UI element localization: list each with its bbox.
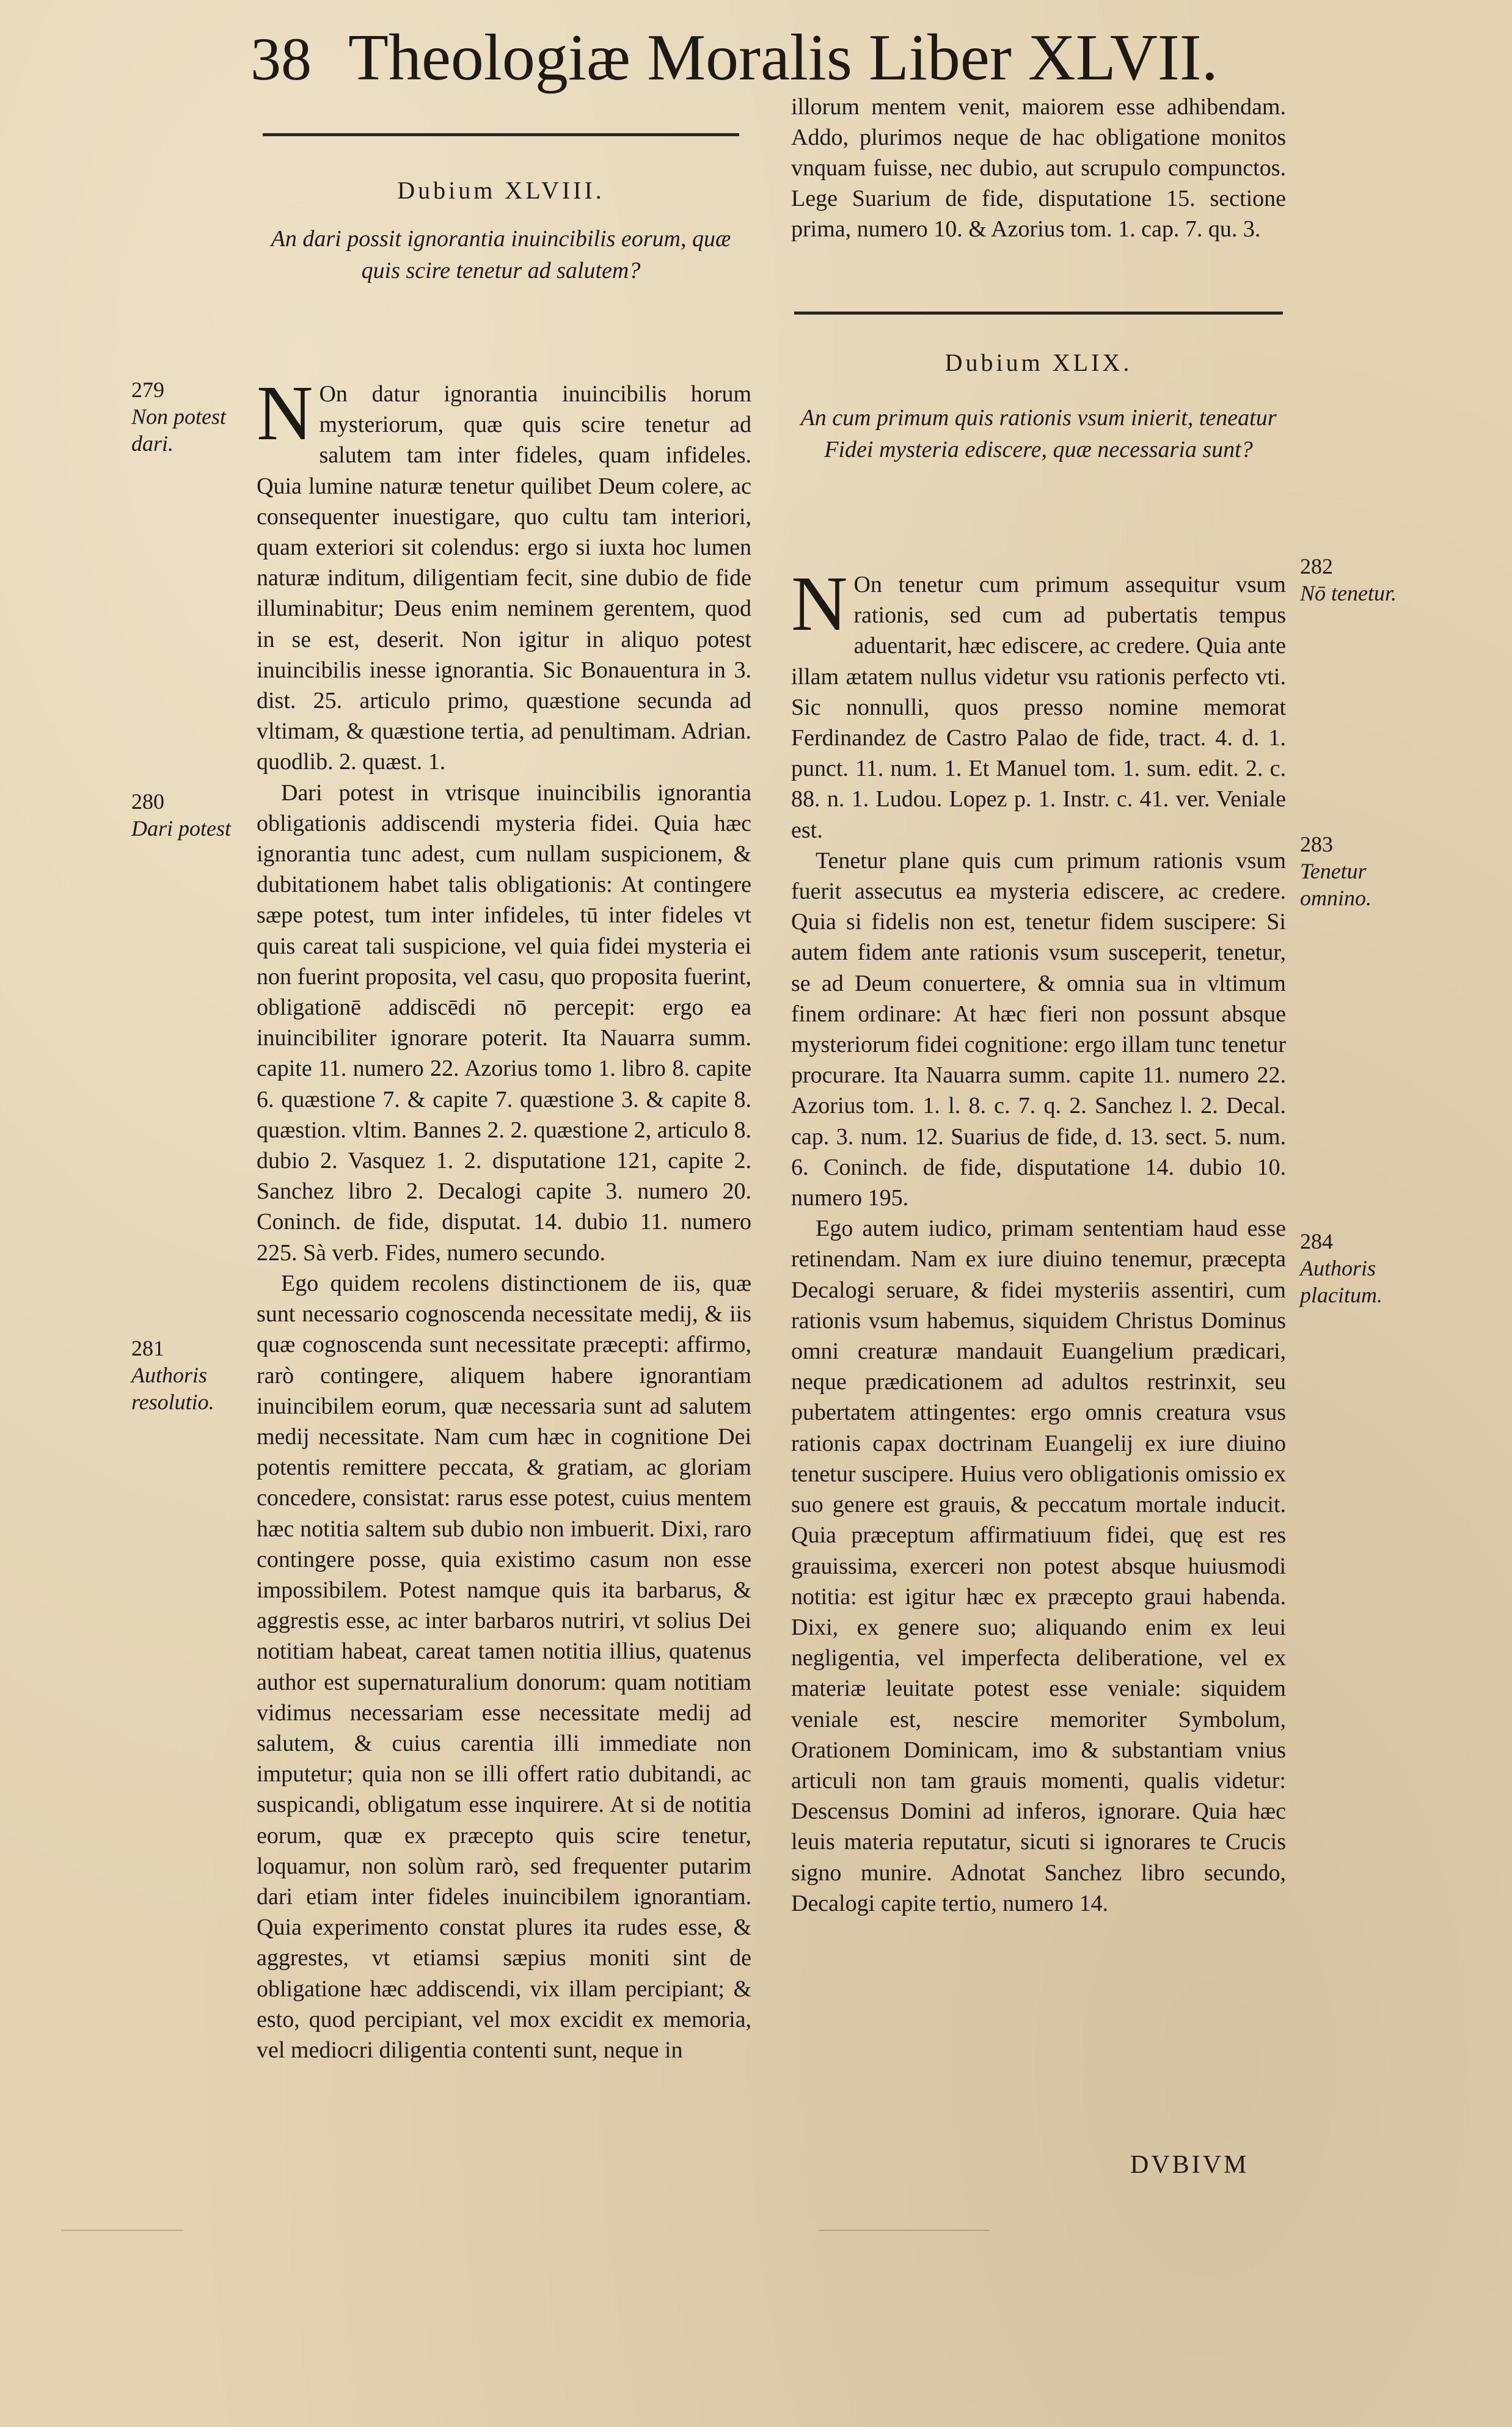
paragraph-text: On tenetur cum primum assequitur vsum rationis, sed cum ad pubertatis tempus aduentarit, hæc ediscere, ac credere. Quia ante illam ætatem nullus videtur vsu rationis perfecto vti. Sic nonnulli, quos presso nomine memorat Ferdinandez de Castro Palao de fide, tract. 4. d. 1. punct. 11. num. 1. Et Manuel tom. 1. sum. edit. 2. c. 88. n. 1. Ludou. Lopez p. 1. Instr. c. 41. ver. Veniale est. (791, 572, 1286, 843)
margin-number: 280 (131, 789, 164, 814)
catchword: DVBIVM (1130, 2151, 1249, 2179)
margin-number: 284 (1300, 1229, 1333, 1254)
dropcap-right: N (791, 560, 848, 647)
dubium-title-left: Dubium XLVIII. (397, 177, 605, 204)
dropcap-left: N (257, 370, 313, 456)
paragraph-282 (791, 560, 1286, 845)
continuation-paragraph: illorum mentem venit, maiorem esse adhibendam. Addo, plurimos neque de hac obligatione monitos vnquam fuisse, nec dubio, aut scrupulo compunctos. Lege Suarium de fide, disputatione 15. sectione prima, numero 10. & Azorius tom. 1. cap. 7. qu. 3. (791, 94, 1286, 242)
dubium-title-right: Dubium XLIX. (944, 349, 1133, 376)
margin-note-281 (131, 1335, 254, 1415)
left-header-rule (263, 133, 739, 136)
margin-text: Nō tenetur. (1300, 581, 1397, 605)
margin-text: Non potest dari. (131, 404, 227, 456)
paragraph-283: Tenetur plane quis cum primum rationis vsum fuerit assecutus ea mysteria ediscere, ac credere. Quia si fidelis non est, tenetur fidem suscipere: Si autem fidem ante rationis vsum susceperit, tenetur, se ad Deum conuertere, & omnia sua in vltimum finem ordinare: At hæc fieri non possunt absque mysteriorum fidei cognitione: ergo illam tunc tenetur procurare. Ita Nauarra summ. capite 11. numero 22. Azorius tom. 1. l. 8. c. 7. q. 2. Sanchez l. 2. Decal. cap. 3. num. 12. Suarius de fide, d. 13. sect. 5. num. 6. Coninch. de fide, disputatione 14. dubio 10. numero 195. (791, 847, 1286, 1211)
margin-number: 279 (131, 378, 164, 402)
margin-note-280 (131, 788, 254, 842)
margin-note-283 (1300, 831, 1441, 911)
question-right: An cum primum quis rationis vsum inierit, teneatur Fidei mysteria ediscere, quæ necessaria sunt? (800, 405, 1277, 462)
paragraph-text: On datur ignorantia inuincibilis horum mysteriorum, quæ quis scire tenetur ad salutem tam inter fideles, quam infideles. Quia lumine naturæ tenetur quilibet Deum colere, ac consequenter inuestigare, quo cultu tam interiori, quam exteriori sit colendus: ergo si iuxta hoc lumen naturæ inditum, diligentiam fecit, sine dubio de fide illuminabitur; Deus enim neminem gerentem, quod in se est, deserit. Non igitur in aliquo potest inuincibilis inesse ignorantia. Sic Bonauentura in 3. dist. 25. articulo primo, quæstione secunda ad vltimam, & quæstione tertia, ad penultimam. Adrian. quodlib. 2. quæst. 1. (257, 381, 751, 775)
bottom-smudge-center (819, 2230, 990, 2231)
left-column-text (257, 370, 751, 2065)
page-number: 38 (250, 25, 312, 93)
paragraph-279 (257, 370, 751, 778)
margin-text: Authoris resolutio. (131, 1363, 214, 1414)
margin-text: Dari potest (131, 816, 232, 841)
bottom-smudge-left (61, 2230, 183, 2231)
right-section-rule (794, 312, 1283, 315)
right-column-text (791, 560, 1286, 1919)
paragraph-280: Dari potest in vtrisque inuincibilis ignorantia obligationis addiscendi mysteria fidei. Quia hæc ignorantia tunc adest, cum nullam suspicionem, & dubitationem habet talis obligationis: At contingere sæpe potest, tum inter infideles, tū inter fideles vt quis careat tali suspicione, vel quia fidei mysteria ei non fuerint proposita, vel casu, quo proposita fuerint, obligationē addiscēdi nō percepit: ergo ea inuincibiliter ignorare poterit. Ita Nauarra summ. capite 11. numero 22. Azorius tomo 1. libro 8. capite 6. quæstione 7. & capite 7. quæstione 3. & capite 8. quæstion. vltim. Bannes 2. 2. quæstione 2, articulo 8. dubio 2. Vasquez 1. 2. disputatione 121, capite 2. Sanchez libro 2. Decalogi capite 3. numero 20. Coninch. de fide, disputat. 14. dubio 11. numero 225. Sà verb. Fides, numero secundo. (257, 779, 751, 1266)
right-column-continuation (791, 92, 1286, 244)
margin-text: Tenetur omnino. (1300, 859, 1371, 910)
margin-text: Authoris placitum. (1300, 1256, 1382, 1307)
running-head (250, 18, 1258, 98)
margin-note-282 (1300, 553, 1441, 607)
margin-number: 283 (1300, 832, 1333, 856)
paragraph-284: Ego autem iudico, primam sententiam haud esse retinendam. Nam ex iure diuino tenemur, præcepta Decalogi seruare, & fidei mysteriis assentiri, cum rationis vsum habemus, siquidem Christus Dominus omni creaturæ mandauit Euangelium prædicari, neque prædicationem ad adultos restrinxit, seu pubertatem attingentes: ergo omnis creatura vsus rationis capax doctrinam Euangelij ex iure diuino tenetur suscipere. Huius vero obligationis omissio ex suo genere est grauis, & peccatum mortale inducit. Quia præceptum affirmatiuum fidei, quę est res grauissima, exerceri non potest absque huiusmodi notitia: est igitur hæc ex præcepto graui habenda. Dixi, ex genere suo; aliquando enim ex leui negligentia, vel imperfecta deliberatione, vel ex materiæ leuitate potest esse veniale: siquidem veniale est, nescire memoriter Symbolum, Orationem Dominicam, imo & substantiam vnius articuli non tam grauis momenti, qualis videtur: Descensus Domini ad inferos, ignorare. Quia hæc leuis materia reputatur, sicuti si ignorares te Crucis signo munire. Adnotat Sanchez libro secundo, Decalogi capite tertio, numero 14. (791, 1216, 1286, 1916)
running-title: Theologiæ Moralis Liber XLVII. (348, 21, 1218, 94)
margin-number: 282 (1300, 554, 1333, 578)
question-left: An dari possit ignorantia inuincibilis eorum, quæ quis scire tenetur ad salutem? (271, 226, 731, 283)
margin-note-284 (1300, 1228, 1441, 1308)
paragraph-281: Ego quidem recolens distinctionem de iis, quæ sunt necessario cognoscenda necessitate medij, & iis quæ cognoscenda sunt necessitate præcepti: affirmo, rarò contingere, aliquem habere ignorantiam inuincibilem eorum, quæ necessaria sunt ad salutem medij necessitate. Nam cum hæc in cognitione Dei potentis remittere peccata, & gratiam, ac gloriam concedere, consistat: rarus esse potest, cuius mentem hæc notitia saltem sub dubio non imbuerit. Dixi, raro contingere posse, quia existimo casum non esse impossibilem. Potest namque quis ita barbarus, & aggrestis esse, ac inter barbaros nutriri, vt solius Dei notitiam habeat, careat tamen notitia illius, quatenus author est supernaturalium donorum: quam notitiam vidimus necessariam esse necessitate medij ad salutem, & cuius carentia illi immediate non imputetur; quia non se illi offert ratio dubitandi, ac suspicandi, obligatum esse inquirere. At si de notitia eorum, quæ ex præcepto quis scire tenetur, loquamur, non solùm rarò, sed frequenter putarim dari etiam inter fideles inuincibilem ignorantiam. Quia experimento constat plures ita rudes esse, & aggrestes, vt etiamsi sæpius moniti sint de obligatione hæc addiscendi, vix illam percipiant; & esto, quod percipiant, vel mox excidit ex memoria, vel mediocri diligentia contenti sunt, neque in (257, 1270, 751, 2063)
margin-note-279 (131, 376, 254, 457)
margin-number: 281 (131, 1336, 164, 1360)
